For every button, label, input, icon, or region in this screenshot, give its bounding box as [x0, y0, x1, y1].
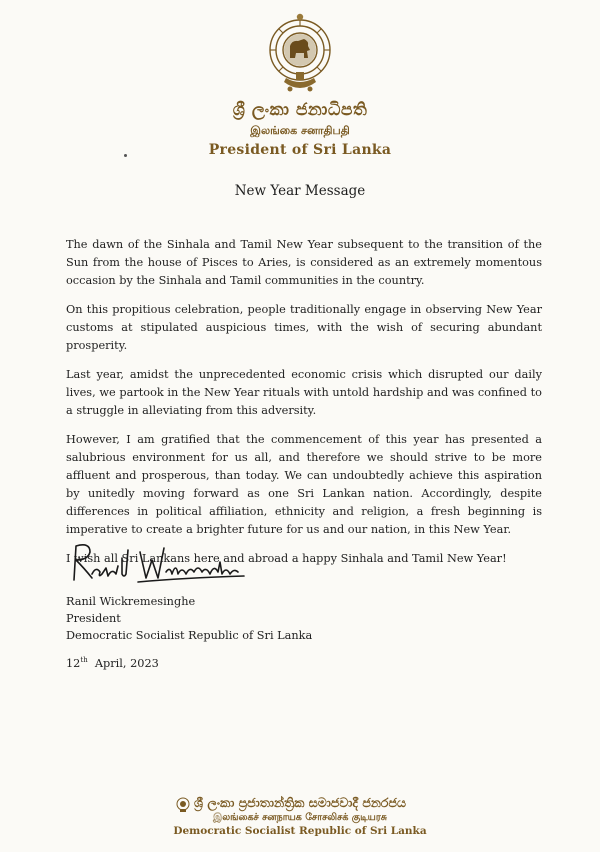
paper-speck — [124, 154, 127, 157]
date-suffix: th — [80, 656, 88, 664]
footer-sinhala: ශ්‍රී ලංකා ප්‍රජාතාන්ත්‍රික සමාජවාදී ජනරජය — [194, 795, 406, 810]
message-title: New Year Message — [234, 183, 366, 199]
paragraph: However, I am gratified that the commencement of this year has presented a salubrious environment for us all, and therefore we should strive to be more affluent and prosperous, than today. We can undoubtedly achieve this aspiration by unitedly moving forward as one Sri Lankan nation. Accordingly, despite differences in political affiliation, ethnicity and religion, a fresh beginning is imperative to create a brighter future for us and our nation, in this New Year. — [66, 433, 542, 536]
letter-date — [66, 656, 159, 670]
date-day: 12 — [66, 656, 81, 670]
footer-tamil: இலங்கைச் சனநாயக சோசலிசக் குடியரசு — [213, 812, 387, 823]
signoff-block — [66, 593, 312, 644]
paragraph: I wish all Sri Lankans here and abroad a happy Sinhala and Tamil New Year! — [66, 552, 507, 565]
national-emblem-icon — [260, 12, 340, 96]
footer-block — [0, 795, 600, 839]
paragraph: Last year, amidst the unprecedented economic crisis which disrupted our daily lives, we partook in the New Year rituals with untold hardship and was confined to a struggle in alleviating from this adversity. — [66, 368, 542, 417]
paragraph: On this propitious celebration, people traditionally engage in observing New Year customs at stipulated auspicious times, with the wish of securing abundant prosperity. — [66, 303, 542, 352]
date-rest: April, 2023 — [94, 656, 159, 670]
signer-role: President — [66, 612, 121, 625]
handwritten-signature — [62, 538, 252, 588]
signer-org: Democratic Socialist Republic of Sri Lanka — [66, 629, 313, 642]
footer-english: Democratic Socialist Republic of Sri Lanka — [173, 825, 427, 837]
letterhead-tamil: இலங்கை சனாதிபதி — [250, 124, 350, 137]
signer-name: Ranil Wickremesinghe — [66, 595, 196, 608]
letterhead-sinhala: ශ්‍රී ලංකා ජනාධිපති — [232, 100, 368, 120]
paragraph: The dawn of the Sinhala and Tamil New Year subsequent to the transition of the Sun from the house of Pisces to Aries, is considered as an extremely momentous occasion by the Sinhala and Tamil communities in the country. — [66, 238, 542, 287]
letterhead-english: President of Sri Lanka — [208, 142, 392, 158]
message-body — [66, 236, 542, 579]
